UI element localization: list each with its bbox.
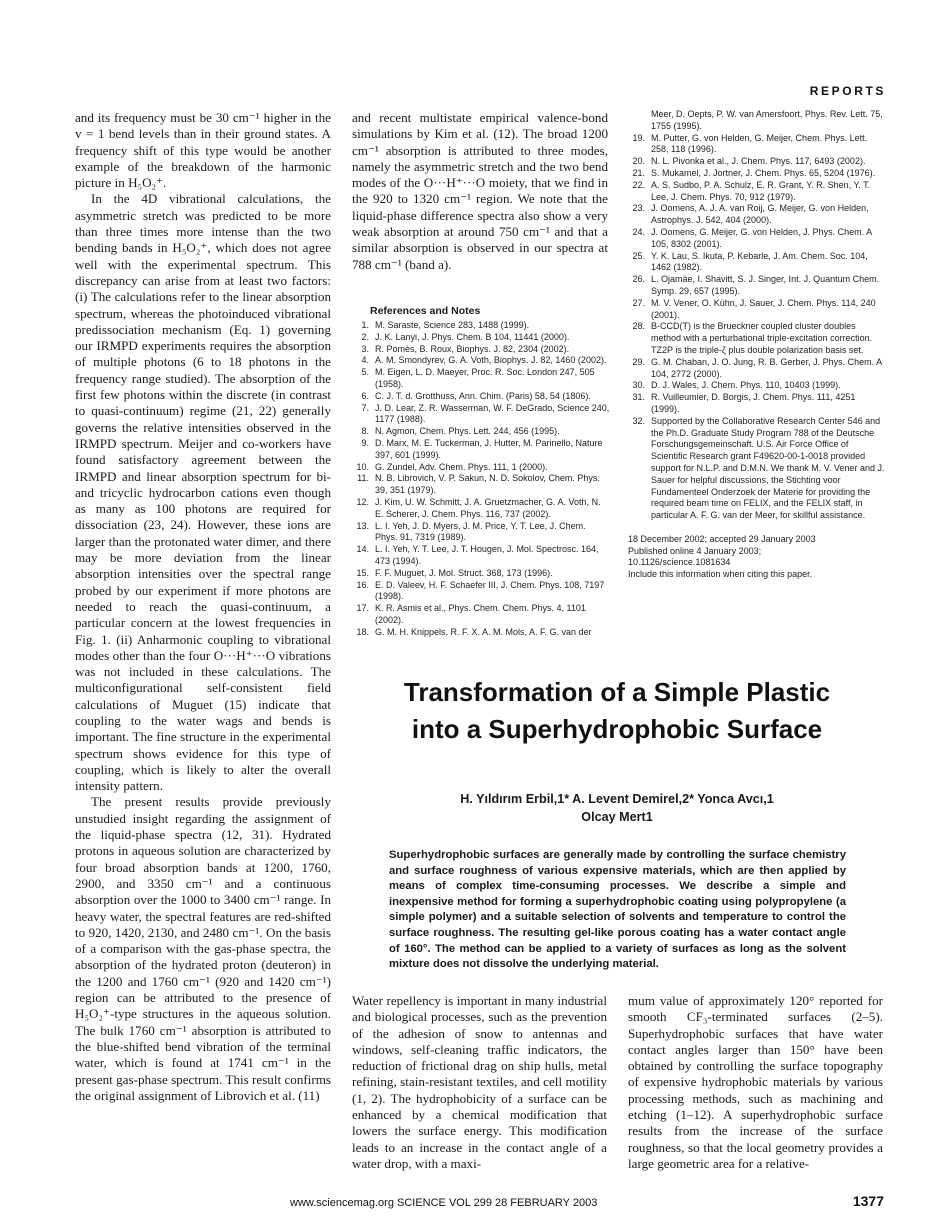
- reference-number: 2.: [361, 331, 369, 342]
- reference-item: [352, 627, 610, 639]
- reference-text: M. Putter, G. von Helden, G. Meijer, Chem. Phys. Lett. 258, 118 (1996).: [651, 132, 868, 155]
- reference-item: [352, 355, 610, 367]
- reference-text: G. M. Chaban, J. O. Jung, R. B. Gerber, J. Phys. Chem. A 104, 2772 (2000).: [651, 356, 882, 379]
- reference-text: J. Oomens, A. J. A. van Roij, G. Meijer, G. von Helden, Astrophys. J. 542, 404 (2000).: [651, 203, 869, 226]
- references-heading: References and Notes: [370, 305, 481, 317]
- reference-number: 17.: [356, 603, 369, 614]
- reference-number: 24.: [632, 226, 645, 237]
- reference-number: 30.: [632, 380, 645, 391]
- paragraph: Water repellency is important in many industrial and biological processes, such as the prevention of the adhesion of snow to antennas and windows, self-cleaning traffic indicators, the reduction of frictional drag on ship hulls, metal refining, stain-resistant textiles, and cell motility (1, 2). The hydrophobicity of a surface can be enhanced by a chemical modification that lowers the surface energy. This modification leads to an increase in the contact angle of a water drop, with a maxi-: [352, 993, 607, 1171]
- reference-number: 27.: [632, 297, 645, 308]
- reference-number: 7.: [361, 402, 369, 413]
- reference-text: N. Agmon, Chem. Phys. Lett. 244, 456 (1995).: [375, 426, 560, 437]
- doi: 10.1126/science.1081634: [628, 557, 731, 568]
- reference-item: [352, 438, 610, 462]
- reference-text: J. Kim, U. W. Schmitt, J. A. Gruetzmacher, G. A. Voth, N. E. Scherer, J. Chem. Phys. 116, 737 (2002).: [375, 496, 601, 519]
- reference-text: M. Saraste, Science 283, 1488 (1999).: [375, 320, 530, 330]
- reference-number: 19.: [632, 132, 645, 143]
- reference-text: S. Mukamel, J. Jortner, J. Chem. Phys. 65, 5204 (1976).: [651, 167, 876, 178]
- references-list-a: [352, 320, 610, 650]
- reference-text: B-CCD(T) is the Brueckner coupled cluster doubles method with a perturbational triple-excitation correction. TZ2P is the triple-ζ plus double polarization basis set.: [651, 321, 873, 355]
- reference-number: 13.: [356, 520, 369, 531]
- reference-number: 11.: [357, 473, 369, 484]
- reference-number: 26.: [632, 274, 645, 285]
- reference-item: [628, 227, 886, 251]
- reference-item: [352, 426, 610, 438]
- footer-journal-info: www.sciencemag.org SCIENCE VOL 299 28 FEBRUARY 2003: [290, 1197, 598, 1209]
- reference-text: J. K. Lanyi, J. Phys. Chem. B 104, 11441 (2000).: [375, 331, 570, 342]
- reference-item: [628, 392, 886, 416]
- authors-line: Olcay Mert1: [581, 810, 653, 824]
- reference-text: D. J. Wales, J. Chem. Phys. 110, 10403 (1999).: [651, 380, 841, 391]
- reference-text: J. Oomens, G. Meijer, G. von Helden, J. Phys. Chem. A 105, 8302 (2001).: [651, 226, 872, 249]
- reference-text: A. M. Smondyrev, G. A. Voth, Biophys. J. 82, 1460 (2002).: [375, 355, 607, 366]
- reference-item: [628, 203, 886, 227]
- reference-number: 10.: [356, 461, 369, 472]
- reference-number: 16.: [356, 579, 369, 590]
- published-date: Published online 4 January 2003;: [628, 545, 762, 556]
- reference-text: N. B. Librovich, V. P. Sakun, N. D. Sokolov, Chem. Phys. 39, 351 (1979).: [375, 473, 600, 496]
- reference-item: [352, 521, 610, 545]
- article-authors: [400, 790, 834, 826]
- reference-item: [352, 603, 610, 627]
- reference-text: J. D. Lear, Z. R. Wasserman, W. F. DeGrado, Science 240, 1177 (1988).: [375, 402, 610, 425]
- reference-number: 12.: [356, 496, 369, 507]
- reference-number: 23.: [632, 203, 645, 214]
- reference-text: Y. K. Lau, S. Ikuta, P. Kebarle, J. Am. Chem. Soc. 104, 1462 (1982).: [651, 250, 868, 273]
- reference-text: N. L. Pivonka et al., J. Chem. Phys. 117, 6493 (2002).: [651, 156, 866, 167]
- reference-item: [352, 320, 610, 332]
- reference-number: 3.: [361, 343, 369, 354]
- reference-item: [352, 580, 610, 604]
- reference-number: 31.: [632, 392, 645, 403]
- paragraph: and its frequency must be 30 cm⁻¹ higher in the v = 1 bend levels than in their ground states. A frequency shift of this type would be another example of the breakdown of the harmonic picture in H₅O₂⁺.: [75, 110, 331, 191]
- reference-number: 5.: [361, 367, 369, 378]
- reference-number: 25.: [632, 250, 645, 261]
- paragraph: mum value of approximately 120° reported for smooth CF₃-terminated surfaces (2–5). Superhydrophobic surfaces that have water contact angles larger than 150° have been obtained by controlling the surface topography of expensive hydrophobic materials by various processing methods, such as machining and etching (1–12). A superhydrophobic surface results from the increase of the surface roughness, so that the local geometry provides a large geometric area for a relative-: [628, 993, 883, 1171]
- reference-text: R. Vuilleumier, D. Borgis, J. Chem. Phys. 111, 4251 (1999).: [651, 392, 856, 414]
- reference-text: L. I. Yeh, Y. T. Lee, J. T. Hougen, J. Mol. Spectrosc. 164, 473 (1994).: [375, 544, 599, 566]
- reference-number: 20.: [632, 156, 645, 167]
- reference-item: [628, 357, 886, 381]
- reference-item: [352, 391, 610, 403]
- references-list-b: [628, 109, 886, 649]
- reference-item: [628, 180, 886, 204]
- reference-item: [352, 544, 610, 568]
- article-body-column-2: [628, 993, 883, 1173]
- reference-number: 14.: [356, 544, 369, 555]
- reference-number: 29.: [632, 356, 645, 367]
- reference-item: [628, 298, 886, 322]
- reference-item: [628, 133, 886, 157]
- reference-number: 1.: [361, 320, 369, 330]
- section-label: REPORTS: [809, 84, 886, 98]
- reference-item: [628, 156, 886, 168]
- reference-number: 28.: [632, 321, 645, 332]
- cite-note: Include this information when citing this paper.: [628, 569, 813, 580]
- reference-number: 9.: [361, 437, 369, 448]
- reference-text: M. Eigen, L. D. Maeyer, Proc. R. Soc. London 247, 505 (1958).: [375, 367, 595, 389]
- reference-item: [352, 403, 610, 427]
- reference-text: L. I. Yeh, J. D. Myers, J. M. Price, Y. T. Lee, J. Chem. Phys. 91, 7319 (1989).: [375, 520, 586, 543]
- reference-text: R. Pomès, B. Roux, Biophys. J. 82, 2304 (2002).: [375, 343, 570, 354]
- article-abstract: Superhydrophobic surfaces are generally made by controlling the surface chemistry and surface roughness of various expensive materials, which are then applied by means of complex time-consuming processes. We describe a simple and inexpensive method for forming a superhydrophobic coating using polypropylene (a simple polymer) and a suitable selection of solvents and temperature to control the surface roughness. The resulting gel-like porous coating has a water contact angle of 160°. The method can be applied to a variety of surfaces as long as the solvent mixture does not dissolve the underlying material.: [389, 849, 846, 971]
- reference-number: 21.: [632, 167, 645, 178]
- reference-text: C. J. T. d. Grotthuss, Ann. Chim. (Paris) 58, 54 (1806).: [375, 390, 591, 401]
- reference-item: [352, 462, 610, 474]
- reference-item: [628, 274, 886, 298]
- reference-item: [352, 497, 610, 521]
- reference-text: D. Marx, M. E. Tuckerman, J. Hutter, M. Parinello, Nature 397, 601 (1999).: [375, 437, 603, 460]
- reference-number: 4.: [361, 355, 369, 366]
- reference-item: [628, 380, 886, 392]
- reference-number: 18.: [356, 626, 369, 637]
- reference-text: K. R. Asmis et al., Phys. Chem. Chem. Phys. 4, 1101 (2002).: [375, 603, 586, 625]
- reference-number: 8.: [361, 426, 369, 437]
- reference-text: G. Zundel, Adv. Chem. Phys. 111, 1 (2000).: [375, 461, 548, 472]
- reference-item: [628, 251, 886, 275]
- reference-item: [352, 367, 610, 391]
- reference-item: [352, 473, 610, 497]
- reference-text: M. V. Vener, O. Kühn, J. Sauer, J. Chem. Phys. 114, 240 (2001).: [651, 297, 876, 320]
- publication-info: [628, 534, 886, 581]
- reference-item: [352, 332, 610, 344]
- reference-continuation: Meer, D. Oepts, P. W. van Amersfoort, Phys. Rev. Lett. 75, 1755 (1995).: [651, 109, 883, 131]
- reference-item: [628, 321, 886, 356]
- reference-item: [628, 168, 886, 180]
- paragraph: In the 4D vibrational calculations, the asymmetric stretch was predicted to be more than three times more intense than the two bending bands in H₅O₂⁺, which does not agree well with the experimental spectrum. This discrepancy can arise from at least two factors: (i) The calculations refer to the linear absorption spectrum, whereas the photoinduced vibrational predissociation mechanism (Eq. 1) governing our IRMPD experiments requires the absorption of multiple photons (6 to 18 photons in the frequency range studied). The absorption of the first few photons within the discrete (in contrast to quasi-continuum) regime (21, 22) generally governs the relative intensities observed in the IRMPD spectrum. Meijer and co-workers have found satisfactory agreement between the IRMPD and linear absorption spectrum for bi- and tricyclic hydrocarbon cations even though as many as 100 photons are required for dissociation (23, 24). However, these ions are larger than the protonated water dimer, and there may be more deviation from the linear absorption intensities over the spectral range probed by our experiment if more photons are needed to reach the quasi-continuum, a particular concern at the lowest frequencies in Fig. 1. (ii) Anharmonic coupling to vibrational modes other than the four O···H⁺···O vibrations was not included in these calculations. The multiconfigurational self-consistent field calculations of Muguet (15) indicate that coupling to the water wags and bends is important. The fine structure in the experimental spectrum shows evidence for this type of coupling, which is likely to alter the overall intensity pattern.: [75, 191, 331, 794]
- reference-number: 32.: [632, 415, 645, 426]
- paragraph: and recent multistate empirical valence-bond simulations by Kim et al. (12). The broad 1200 cm⁻¹ absorption is attributed to three modes, namely the asymmetric stretch and the two bend modes of the O···H⁺···O moiety, that we find in the 920 to 1320 cm⁻¹ region. We note that the liquid-phase difference spectra also show a very weak absorption at around 750 cm⁻¹ and that a similar absorption is observed in our spectra at 788 cm⁻¹ (band a).: [352, 110, 608, 272]
- reference-text: Supported by the Collaborative Research Center 546 and the Ph.D. Graduate Study Program 788 of the Deutsche Forschungsgemeinschaft. U.S. Air Force Office of Scientific Research grant F49620-00-1-0018 provided support for N.L.P. and D.M.N. We thank M. V. Vener and J. Sauer for helpful discussions, the Stichting voor Fundamenteel Onderzoek der Materie for providing the required beam time on FELIX, and the FELIX staff, in particular A. F. G. van der Meer, for skillful assistance.: [651, 415, 885, 521]
- reference-text: A. S. Sudbo, P. A. Schulz, E. R. Grant, Y. R. Shen, Y. T. Lee, J. Chem. Phys. 70, 912 (1979).: [651, 179, 871, 202]
- paragraph: The present results provide previously unstudied insight regarding the assignment of the liquid-phase spectra (12, 31). Hydrated protons in aqueous solution are characterized by four broad absorption bands at 1200, 1760, 2900, and 3350 cm⁻¹ and a continuous absorption over the 1000 to 3400 cm⁻¹ range. In heavy water, the spectral features are red-shifted to 920, 1420, 2130, and 2480 cm⁻¹. On the basis of a comparison with the gas-phase spectra, the absorption of the hydrated proton (deuteron) in the 1200 and 1760 cm⁻¹ (920 and 1420 cm⁻¹) region can be attributed to the presence of H₅O₂⁺-type structures in the aqueous solution. The bulk 1760 cm⁻¹ absorption is attributed to the blue-shifted bend vibration of the terminal water, which is found at 1741 cm⁻¹ in the present gas-phase spectrum. This result confirms the original assignment of Librovich et al. (11): [75, 794, 331, 1103]
- article-title: Transformation of a Simple Plastic into a Superhydrophobic Surface: [403, 677, 831, 744]
- reference-text: L. Ojamäe, I. Shavitt, S. J. Singer, Int. J. Quantum Chem. Symp. 29, 657 (1995).: [651, 274, 880, 296]
- reference-item: [352, 568, 610, 580]
- reference-number: 22.: [632, 179, 645, 190]
- left-column-text: [75, 110, 331, 1172]
- reference-item: [352, 344, 610, 356]
- reference-text: G. M. H. Knippels, R. F. X. A. M. Mols, A. F. G. van der: [375, 626, 592, 637]
- reference-item: [628, 416, 886, 522]
- reference-text: F. F. Muguet, J. Mol. Struct. 368, 173 (1996).: [375, 567, 553, 578]
- reference-text: E. D. Valeev, H. F. Schaefer III, J. Chem. Phys. 108, 7197 (1998).: [375, 579, 605, 602]
- page-number: 1377: [852, 1193, 884, 1209]
- received-date: 18 December 2002; accepted 29 January 2003: [628, 533, 816, 544]
- authors-line: H. Yıldırım Erbil,1* A. Levent Demirel,2* Yonca Avcı,1: [460, 792, 774, 806]
- reference-number: 6.: [361, 390, 369, 401]
- reference-number: 15.: [356, 567, 369, 578]
- middle-column-text: [352, 110, 608, 273]
- article-body-column-1: [352, 993, 607, 1173]
